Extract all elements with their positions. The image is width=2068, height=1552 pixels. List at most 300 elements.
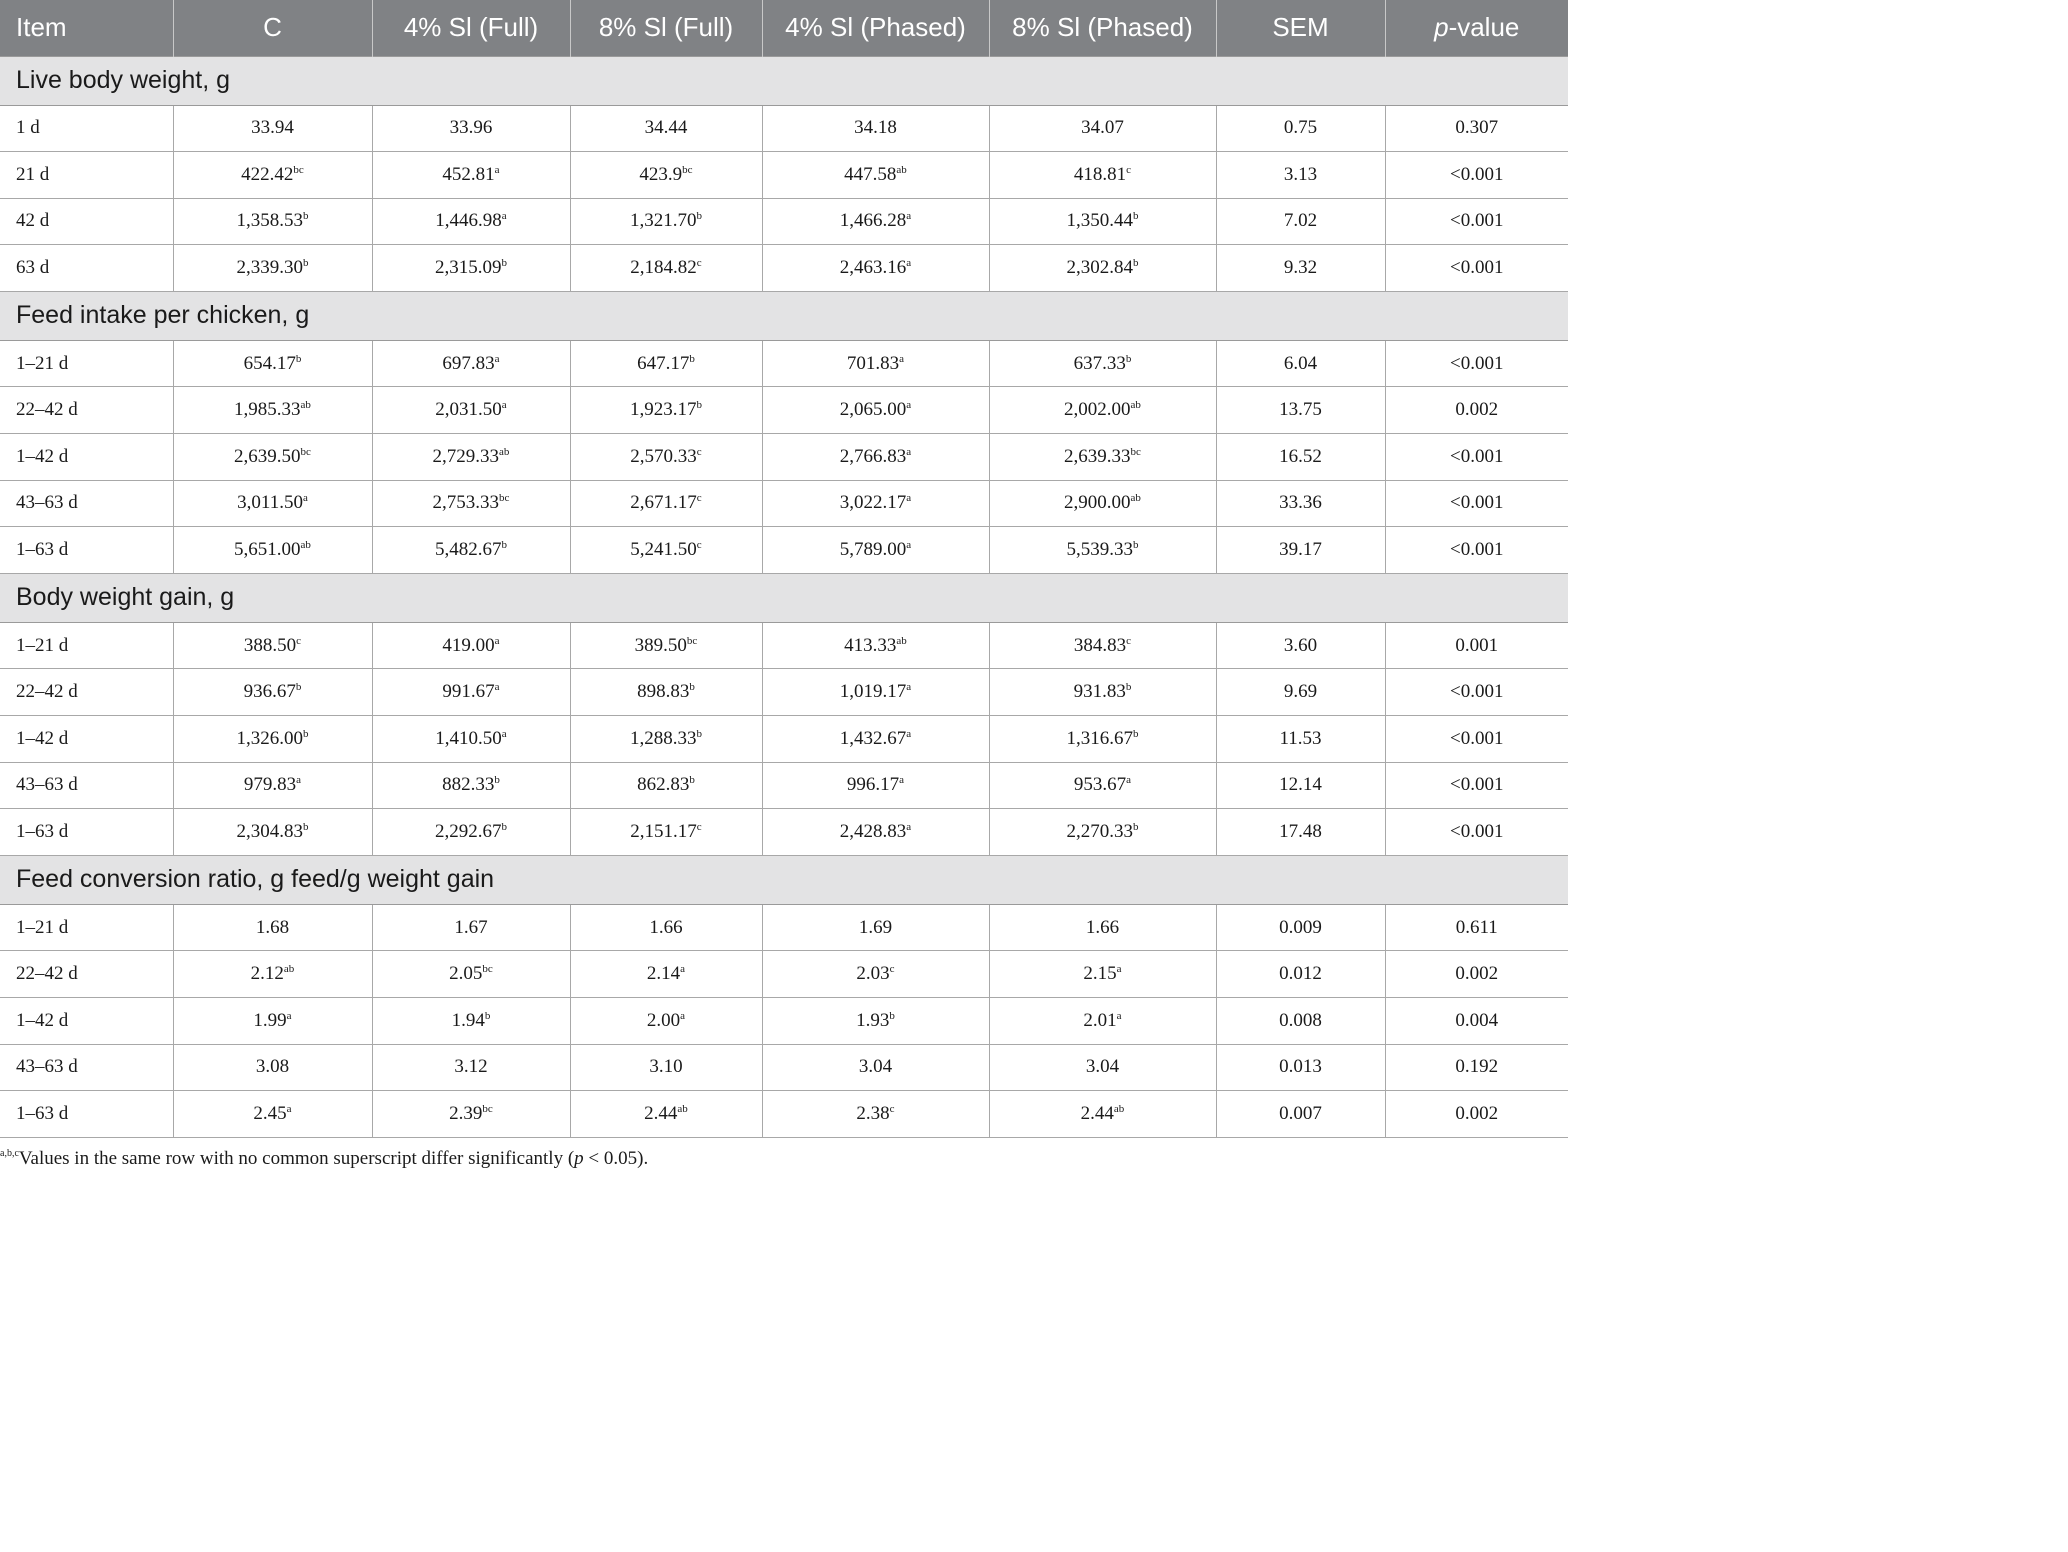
value-number: 1,316.67 [1066,727,1133,749]
pvalue-cell: <0.001 [1385,152,1568,199]
value-number: 1,321.70 [630,210,697,232]
value-number: 1.67 [454,916,488,938]
item-cell: 22–42 d [0,669,173,716]
value-number: 996.17 [846,774,900,796]
value-cell [989,434,1216,481]
significance-superscript: b [696,399,702,412]
pvalue-cell: 0.307 [1385,105,1568,152]
significance-superscript: c [696,821,702,834]
significance-superscript: b [303,727,309,740]
value-cell [989,622,1216,669]
pvalue-cell: <0.001 [1385,245,1568,292]
value-cell [372,809,570,856]
footnote-text-after: < 0.05). [583,1148,649,1169]
value-number: 1.69 [858,916,893,938]
value-number: 33.94 [251,117,294,139]
value-number: 1.99 [253,1009,287,1031]
significance-superscript: ab [300,539,311,552]
value-cell [762,434,989,481]
sem-cell: 16.52 [1216,434,1385,481]
significance-superscript: ab [1130,492,1141,505]
pvalue-cell: <0.001 [1385,480,1568,527]
value-cell [762,622,989,669]
pvalue-cell: <0.001 [1385,198,1568,245]
significance-superscript: ab [1113,1102,1125,1115]
significance-superscript: bc [300,445,311,458]
value-number: 5,241.50 [630,539,697,561]
value-number: 1,326.00 [236,727,303,749]
value-number: 34.07 [1081,117,1124,139]
value-cell [989,152,1216,199]
value-number: 1,358.53 [236,210,303,232]
header-item: Item [0,0,173,56]
value-cell [570,998,762,1045]
value-cell [762,762,989,809]
value-cell [570,951,762,998]
significance-superscript: b [1133,539,1139,552]
value-cell [372,998,570,1045]
value-number: 388.50 [243,634,297,656]
value-number: 1,466.28 [839,210,907,232]
value-cell [173,245,372,292]
sem-cell: 9.32 [1216,245,1385,292]
item-cell: 22–42 d [0,951,173,998]
significance-superscript: a [501,399,507,412]
value-number: 389.50 [634,634,687,656]
value-cell [762,998,989,1045]
value-number: 1.93 [856,1009,890,1031]
significance-superscript: b [303,210,309,223]
value-cell [989,527,1216,574]
significance-superscript: b [494,774,500,787]
value-cell [989,1091,1216,1138]
value-cell [989,762,1216,809]
value-number: 2,315.09 [435,257,502,279]
value-cell [762,152,989,199]
significance-superscript: a [906,399,912,412]
value-number: 1,985.33 [234,399,301,421]
value-number: 697.83 [442,352,495,374]
value-cell [372,951,570,998]
value-cell [762,904,989,951]
item-cell: 1–21 d [0,904,173,951]
pvalue-cell: <0.001 [1385,716,1568,763]
value-number: 413.33 [844,634,897,656]
value-number: 3.04 [1085,1056,1120,1078]
sem-cell: 12.14 [1216,762,1385,809]
value-cell [372,1091,570,1138]
significance-superscript: ab [499,445,510,458]
value-cell [372,716,570,763]
section-row [0,56,1568,105]
value-cell [372,622,570,669]
value-cell [570,387,762,434]
value-number: 1,350.44 [1066,210,1133,232]
section-title: Feed conversion ratio, g feed/g weight gain [0,855,1568,904]
header-control: C [173,0,372,56]
value-cell [989,105,1216,152]
significance-superscript: a [906,210,912,223]
significance-superscript: c [1126,634,1132,647]
value-number: 1.66 [649,916,683,938]
value-cell [762,387,989,434]
significance-superscript: bc [499,492,510,505]
table-row [0,340,1568,387]
value-cell [372,434,570,481]
value-number: 953.67 [1073,774,1127,796]
header-pvalue-p: p [1434,12,1449,43]
significance-superscript: b [1125,352,1132,365]
significance-superscript: c [889,963,895,976]
value-cell [173,998,372,1045]
table-body [0,56,1568,1137]
significance-superscript: a [494,681,500,694]
significance-superscript: c [1126,163,1132,176]
value-cell [762,480,989,527]
significance-superscript: b [1133,210,1139,223]
value-number: 2,428.83 [839,821,907,843]
value-number: 2.00 [646,1009,681,1031]
significance-superscript: b [1133,727,1139,740]
value-number: 1,410.50 [435,727,502,749]
value-number: 654.17 [243,352,296,374]
value-number: 931.83 [1073,681,1126,703]
value-number: 5,651.00 [234,539,301,561]
value-cell [570,762,762,809]
significance-superscript: a [494,163,500,176]
item-cell: 43–63 d [0,1044,173,1091]
value-cell [173,527,372,574]
value-cell [762,105,989,152]
value-number: 2,270.33 [1066,821,1133,843]
item-cell: 1–42 d [0,716,173,763]
value-cell [989,669,1216,716]
item-cell: 43–63 d [0,480,173,527]
value-cell [570,1044,762,1091]
item-cell: 1–42 d [0,998,173,1045]
value-cell [372,1044,570,1091]
item-cell: 1–21 d [0,340,173,387]
significance-superscript: a [1126,774,1132,787]
value-number: 2,339.30 [236,257,303,279]
value-number: 2,570.33 [630,445,697,467]
table-row [0,998,1568,1045]
value-cell [173,198,372,245]
table-header [0,0,1568,56]
value-number: 2,292.67 [435,821,502,843]
value-cell [762,716,989,763]
item-cell: 21 d [0,152,173,199]
significance-superscript: a [899,352,905,365]
value-number: 1.68 [255,916,290,938]
value-cell [989,716,1216,763]
section-title: Body weight gain, g [0,573,1568,622]
value-number: 2.01 [1083,1009,1117,1031]
value-cell [372,105,570,152]
significance-superscript: a [501,727,507,740]
value-number: 2.38 [856,1102,890,1124]
significance-superscript: a [906,821,912,834]
pvalue-cell: 0.192 [1385,1044,1568,1091]
value-number: 2,304.83 [236,821,303,843]
value-cell [762,809,989,856]
pvalue-cell: <0.001 [1385,340,1568,387]
value-number: 2,065.00 [839,399,907,421]
section-row [0,855,1568,904]
table-row [0,622,1568,669]
significance-superscript: a [501,210,507,223]
value-number: 2.15 [1083,963,1117,985]
value-number: 991.67 [442,681,495,703]
significance-superscript: c [889,1102,895,1115]
sem-cell: 33.36 [1216,480,1385,527]
value-cell [570,669,762,716]
significance-superscript: ab [896,634,907,647]
significance-superscript: a [906,681,912,694]
value-cell [989,1044,1216,1091]
value-number: 3.10 [649,1056,683,1078]
pvalue-cell: 0.002 [1385,1091,1568,1138]
value-cell [762,951,989,998]
sem-cell: 39.17 [1216,527,1385,574]
significance-superscript: b [689,774,695,787]
value-cell [372,387,570,434]
value-cell [372,762,570,809]
significance-superscript: a [906,539,912,552]
significance-superscript: a [680,963,686,976]
section-title: Feed intake per chicken, g [0,291,1568,340]
table-row [0,527,1568,574]
sem-cell: 13.75 [1216,387,1385,434]
value-number: 5,482.67 [435,539,502,561]
value-cell [570,245,762,292]
significance-superscript: a [302,492,308,505]
significance-superscript: b [484,1009,491,1022]
table-row [0,198,1568,245]
item-cell: 43–63 d [0,762,173,809]
value-cell [372,245,570,292]
value-cell [173,762,372,809]
value-number: 2,302.84 [1066,257,1133,279]
significance-superscript: c [696,539,702,552]
value-number: 1,923.17 [630,399,697,421]
value-number: 2.12 [250,963,284,985]
value-number: 3.04 [858,1056,893,1078]
value-cell [570,480,762,527]
value-number: 2.45 [253,1102,287,1124]
significance-superscript: c [696,257,702,270]
significance-superscript: c [696,492,702,505]
item-cell: 22–42 d [0,387,173,434]
value-number: 2,766.83 [839,445,907,467]
table-row [0,245,1568,292]
value-cell [173,716,372,763]
table-row [0,387,1568,434]
value-number: 2,671.17 [630,492,697,514]
value-cell [989,998,1216,1045]
significance-superscript: a [906,727,912,740]
significance-superscript: b [501,257,507,270]
value-cell [762,527,989,574]
sem-cell: 9.69 [1216,669,1385,716]
section-row [0,573,1568,622]
value-cell [570,622,762,669]
sem-cell: 0.012 [1216,951,1385,998]
pvalue-cell: 0.004 [1385,998,1568,1045]
value-cell [570,152,762,199]
significance-superscript: a [906,445,912,458]
value-number: 1,446.98 [435,210,502,232]
value-number: 34.18 [854,117,897,139]
value-number: 423.9 [639,163,683,185]
significance-superscript: b [295,681,302,694]
pvalue-cell: 0.002 [1385,951,1568,998]
value-number: 5,539.33 [1066,539,1133,561]
value-number: 33.96 [449,117,493,139]
header-4-full: 4% Sl (Full) [372,0,570,56]
significance-superscript: bc [482,963,493,976]
value-number: 3,011.50 [237,492,303,514]
significance-superscript: b [696,727,702,740]
value-cell [570,809,762,856]
significance-superscript: b [889,1009,895,1022]
value-cell [173,669,372,716]
value-cell [762,198,989,245]
pvalue-cell: <0.001 [1385,527,1568,574]
footnote-text-before: Values in the same row with no common superscript differ significantly ( [18,1148,575,1169]
value-cell [173,340,372,387]
value-number: 1,432.67 [839,727,907,749]
table-row [0,152,1568,199]
significance-superscript: a [906,257,912,270]
significance-superscript: a [286,1009,292,1022]
significance-superscript: a [1116,1009,1122,1022]
significance-superscript: a [286,1102,292,1115]
table-row [0,669,1568,716]
significance-superscript: c [296,634,302,647]
value-cell [372,527,570,574]
significance-superscript: b [303,821,309,834]
value-number: 418.81 [1073,163,1127,185]
value-cell [989,387,1216,434]
value-number: 419.00 [442,634,495,656]
header-row [0,0,1568,56]
value-number: 447.58 [844,163,897,185]
value-number: 2.44 [644,1102,678,1124]
value-cell [989,198,1216,245]
table-row [0,480,1568,527]
sem-cell: 0.009 [1216,904,1385,951]
significance-superscript: b [1125,681,1132,694]
significance-superscript: bc [482,1102,493,1115]
significance-superscript: a [296,774,302,787]
value-cell [372,340,570,387]
item-cell: 1–63 d [0,809,173,856]
section-row [0,291,1568,340]
item-cell: 1 d [0,105,173,152]
item-cell: 63 d [0,245,173,292]
value-number: 2.39 [449,1102,483,1124]
value-cell [173,480,372,527]
pvalue-cell: <0.001 [1385,762,1568,809]
significance-superscript: a [494,352,500,365]
value-number: 647.17 [637,352,690,374]
pvalue-cell: 0.611 [1385,904,1568,951]
value-cell [372,904,570,951]
value-number: 2,463.16 [839,257,907,279]
significance-superscript: bc [686,634,698,647]
table-row [0,434,1568,481]
significance-superscript: a [899,774,905,787]
value-cell [762,669,989,716]
value-number: 3.12 [454,1056,488,1078]
table-row [0,1044,1568,1091]
sem-cell: 17.48 [1216,809,1385,856]
value-cell [762,1091,989,1138]
value-number: 2,729.33 [432,445,500,467]
value-cell [372,669,570,716]
significance-superscript: bc [1130,445,1141,458]
table-row [0,105,1568,152]
significance-superscript: a [906,492,912,505]
value-number: 2,753.33 [432,492,500,514]
table-row [0,904,1568,951]
value-cell [173,1091,372,1138]
value-cell [570,527,762,574]
pvalue-cell: <0.001 [1385,669,1568,716]
item-cell: 1–42 d [0,434,173,481]
value-number: 384.83 [1073,634,1127,656]
table-row [0,951,1568,998]
value-cell [762,245,989,292]
value-cell [173,1044,372,1091]
sem-cell: 6.04 [1216,340,1385,387]
sem-cell: 3.13 [1216,152,1385,199]
value-cell [989,480,1216,527]
sem-cell: 3.60 [1216,622,1385,669]
sem-cell: 11.53 [1216,716,1385,763]
table-row [0,1091,1568,1138]
significance-superscript: ab [896,163,907,176]
value-number: 2,900.00 [1064,492,1131,514]
value-cell [173,434,372,481]
value-number: 1,019.17 [839,681,907,703]
value-cell [989,340,1216,387]
significance-superscript: a [680,1009,686,1022]
value-cell [570,340,762,387]
value-number: 2.44 [1080,1102,1114,1124]
value-cell [570,434,762,481]
sem-cell: 0.007 [1216,1091,1385,1138]
value-cell [173,809,372,856]
value-cell [173,152,372,199]
pvalue-cell: <0.001 [1385,809,1568,856]
value-cell [570,904,762,951]
value-number: 979.83 [243,774,297,796]
value-cell [570,1091,762,1138]
significance-superscript: b [1133,257,1139,270]
value-number: 2,639.33 [1064,445,1131,467]
value-number: 3.08 [255,1056,290,1078]
significance-superscript: c [696,445,702,458]
significance-superscript: b [501,539,507,552]
significance-superscript: b [689,681,695,694]
pvalue-cell: 0.001 [1385,622,1568,669]
value-number: 2,184.82 [630,257,697,279]
significance-superscript: b [1133,821,1139,834]
section-title: Live body weight, g [0,56,1568,105]
sem-cell: 0.013 [1216,1044,1385,1091]
